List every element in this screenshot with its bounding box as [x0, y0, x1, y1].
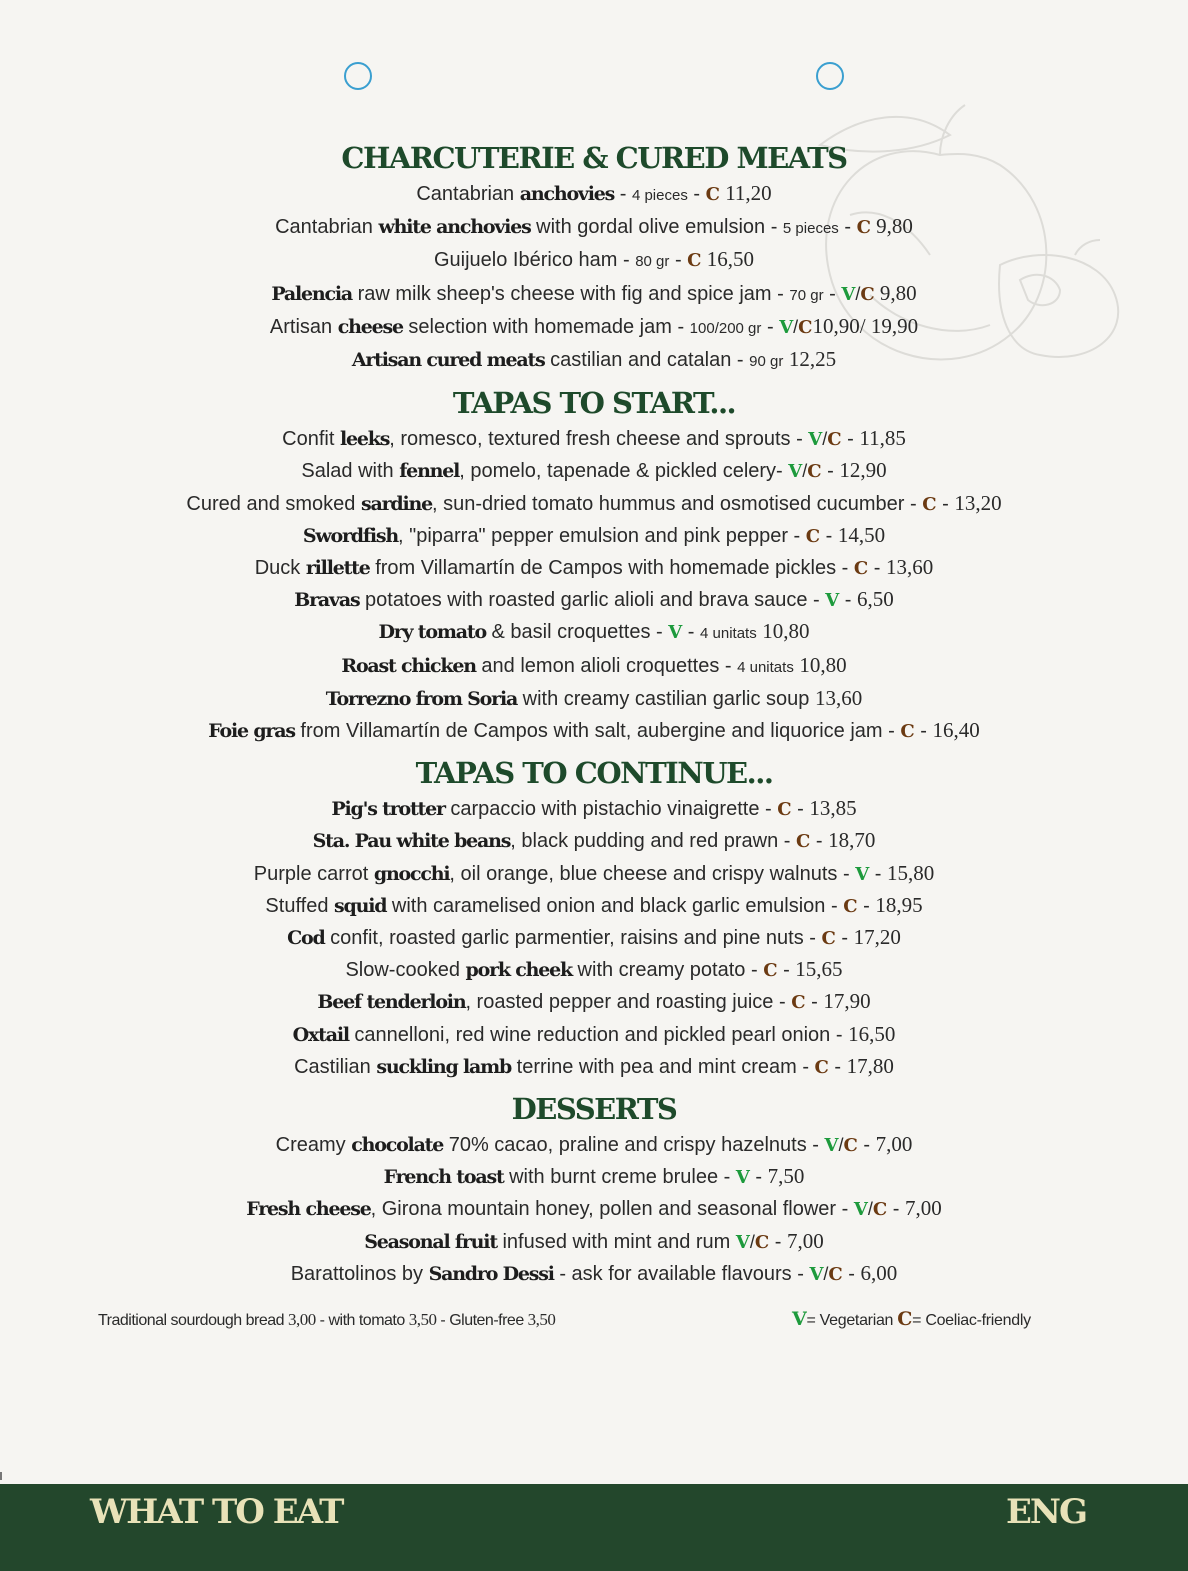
- item-quantity: 4 unitats: [737, 658, 794, 676]
- item-description: , black pudding and red prawn -: [510, 830, 796, 853]
- item-name: Seasonal fruit: [364, 1230, 497, 1253]
- menu-item: [0, 650, 1188, 683]
- menu-item: Cantabrian white anchovies with gordal olive emulsion - 5 pieces - C 9,80: [275, 214, 913, 239]
- section-title: DESSERTS: [511, 1092, 677, 1127]
- coeliac-label: = Coeliac-friendly: [912, 1312, 1031, 1329]
- item-text: Purple carrot: [253, 862, 374, 885]
- item-name: anchovies: [519, 183, 615, 205]
- item-description: , Girona mountain honey, pollen and seasonal flower -: [370, 1198, 854, 1221]
- item-text: Cured and smoked: [186, 492, 361, 515]
- coeliac-tag: C: [687, 250, 702, 272]
- item-name: Oxtail: [292, 1023, 349, 1046]
- menu-section: [0, 1089, 1188, 1290]
- item-quantity: 4 pieces: [631, 187, 688, 204]
- item-description: cannelloni, red wine reduction and pickled pearl onion -: [348, 1023, 849, 1046]
- menu-item: Foie gras from Villamartín de Campos with salt, aubergine and liquorice jam - C - 16,40: [208, 718, 980, 743]
- bread-glutenfree-price: 3,50: [527, 1310, 556, 1329]
- vegetarian-tag: V: [824, 1135, 839, 1157]
- item-description: - ask for available flavours -: [553, 1262, 810, 1285]
- item-price: 13,60: [814, 685, 863, 710]
- item-name: squid: [334, 894, 387, 917]
- item-description: with caramelised onion and black garlic emulsion -: [386, 894, 844, 917]
- coeliac-tag: C: [796, 831, 811, 853]
- menu-item: Confit leeks, romesco, textured fresh cheese and sprouts - V/C - 11,85: [282, 426, 906, 451]
- item-name: Dry tomato: [378, 621, 486, 644]
- item-price: 7,50: [767, 1164, 805, 1189]
- vegetarian-tag: V: [853, 1199, 868, 1221]
- menu-item: [0, 683, 1188, 715]
- item-text: Confit: [282, 428, 340, 451]
- item-name: Pig's trotter: [331, 798, 445, 821]
- item-quantity: 80 gr: [635, 253, 670, 271]
- menu-item: Seasonal fruit infused with mint and rum V/C - 7,00: [364, 1228, 824, 1253]
- vegetarian-label: = Vegetarian: [806, 1312, 898, 1329]
- item-price: 7,00: [875, 1132, 913, 1157]
- item-name: Torrezno from Soria: [325, 687, 518, 710]
- item-name: Cod: [287, 927, 325, 950]
- coeliac-tag: C: [763, 960, 778, 982]
- menu-item: Slow-cooked pork cheek with creamy potato - C - 15,65: [345, 957, 843, 982]
- menu-item: Castilian suckling lamb terrine with pea and mint cream - C - 17,80: [294, 1053, 894, 1078]
- item-quantity: 90 gr: [749, 353, 784, 371]
- menu-item: [0, 1019, 1188, 1051]
- item-price: 17,80: [846, 1053, 894, 1078]
- item-description: , roasted pepper and roasting juice -: [465, 991, 792, 1014]
- vegetarian-tag: V: [808, 429, 823, 451]
- item-name: fennel: [399, 460, 460, 483]
- menu-item: Dry tomato & basil croquettes - V - 4 unitats 10,80: [378, 619, 810, 644]
- coeliac-tag: C: [754, 1231, 770, 1253]
- item-price: 10,90/ 19,90: [812, 313, 919, 338]
- item-price: 13,20: [954, 490, 1002, 515]
- item-text: Slow-cooked: [345, 959, 466, 982]
- item-price: 15,80: [886, 860, 935, 885]
- item-text: Artisan: [269, 315, 338, 338]
- item-price: 9,80: [870, 214, 913, 239]
- item-name: rillette: [305, 557, 370, 580]
- item-price: 18,70: [828, 828, 876, 853]
- item-price: 17,20: [853, 925, 901, 950]
- item-name: French toast: [383, 1166, 504, 1189]
- item-name: pork cheek: [465, 959, 572, 982]
- vegetarian-tag: V: [788, 461, 803, 483]
- item-text: Cantabrian: [275, 216, 379, 239]
- vegetarian-tag: V: [735, 1231, 750, 1253]
- menu-item: Duck rillette from Villamartín de Campos with homemade pickles - C - 13,60: [254, 555, 934, 580]
- item-price: 10,80: [762, 619, 810, 644]
- item-text: Cantabrian: [416, 183, 520, 205]
- item-description: from Villamartín de Campos with homemade pickles -: [369, 557, 854, 580]
- item-name: Swordfish: [302, 524, 398, 547]
- item-name: leeks: [339, 428, 390, 451]
- bread-tomato-price: 3,50: [408, 1310, 437, 1329]
- item-description: from Villamartín de Campos with salt, aubergine and liquorice jam -: [294, 720, 901, 743]
- menu-item: Pig's trotter carpaccio with pistachio vinaigrette - C - 13,85: [331, 796, 857, 821]
- menu-item: Bravas potatoes with roasted garlic alioli and brava sauce - V - 6,50: [294, 587, 894, 612]
- item-name: Beef tenderloin: [317, 991, 466, 1014]
- item-text: Stuffed: [265, 894, 334, 917]
- bread-label: Traditional sourdough bread: [98, 1312, 288, 1329]
- vegetarian-symbol: V: [792, 1308, 807, 1330]
- item-text: Barattolinos by: [290, 1262, 429, 1285]
- menu-item: Cod confit, roasted garlic parmentier, raisins and pine nuts - C - 17,20: [287, 925, 901, 950]
- item-text: Duck: [254, 557, 306, 580]
- menu-item: Guijuelo Ibérico ham - 80 gr - C 16,50: [433, 247, 754, 272]
- coeliac-tag: C: [828, 1263, 843, 1285]
- menu-item: French toast with burnt creme brulee - V - 7,50: [383, 1164, 805, 1189]
- menu-item: Salad with fennel, pomelo, tapenade & pickled celery- V/C - 12,90: [301, 458, 887, 483]
- item-name: gnocchi: [373, 862, 450, 885]
- item-quantity: 70 gr: [789, 286, 824, 304]
- item-price: 17,90: [823, 989, 871, 1014]
- bread-price: 3,00: [287, 1310, 316, 1329]
- dietary-legend: [792, 1308, 1031, 1330]
- vegetarian-tag: V: [855, 863, 870, 885]
- item-description: with creamy castilian garlic soup: [517, 687, 815, 710]
- vegetarian-tag: V: [825, 590, 840, 612]
- item-quantity: 100/200 gr: [689, 319, 762, 337]
- item-price: 7,00: [786, 1228, 824, 1253]
- vegetarian-tag: V: [809, 1263, 824, 1285]
- coeliac-tag: C: [853, 558, 869, 580]
- item-price: 13,60: [886, 555, 934, 580]
- binder-hole-left: [344, 62, 372, 90]
- item-text: Castilian: [294, 1055, 377, 1078]
- item-description: castilian and catalan -: [544, 349, 750, 372]
- item-name: Artisan cured meats: [351, 349, 545, 372]
- coeliac-tag: C: [922, 493, 937, 515]
- item-text: Guijuelo Ibérico ham -: [433, 249, 636, 272]
- menu-item: Purple carrot gnocchi, oil orange, blue cheese and crispy walnuts - V - 15,80: [253, 860, 935, 885]
- item-name: Sta. Pau white beans: [312, 830, 511, 853]
- item-name: sardine: [360, 492, 432, 515]
- menu-item: Palencia raw milk sheep's cheese with fig and spice jam - 70 gr - V/C 9,80: [271, 280, 917, 305]
- menu-item: [0, 344, 1188, 377]
- coeliac-tag: C: [791, 992, 806, 1014]
- binder-hole-right: [816, 62, 844, 90]
- item-price: 16,50: [701, 247, 754, 272]
- coeliac-tag: C: [827, 429, 842, 451]
- coeliac-tag: C: [777, 799, 792, 821]
- item-description: carpaccio with pistachio vinaigrette -: [444, 798, 778, 821]
- item-price: 12,25: [788, 347, 837, 372]
- item-price: 12,90: [839, 458, 887, 483]
- item-description: , romesco, textured fresh cheese and sprouts -: [389, 428, 809, 451]
- coeliac-tag: C: [821, 928, 836, 950]
- menu-item: Cantabrian anchovies - 4 pieces - C 11,20: [416, 181, 772, 205]
- item-description: , oil orange, blue cheese and crispy walnuts -: [449, 862, 856, 885]
- vegetarian-tag: V: [841, 283, 856, 305]
- coeliac-tag: C: [705, 184, 720, 205]
- item-name: suckling lamb: [376, 1055, 512, 1078]
- item-price: 10,80: [799, 652, 847, 677]
- item-description: selection with homemade jam -: [402, 315, 690, 338]
- coeliac-tag: C: [856, 217, 871, 239]
- coeliac-tag: C: [798, 316, 813, 338]
- item-description: confit, roasted garlic parmentier, raisins and pine nuts -: [324, 927, 822, 950]
- item-price: 6,00: [860, 1260, 898, 1285]
- item-description: with burnt creme brulee -: [503, 1166, 736, 1189]
- item-description: , sun-dried tomato hummus and osmotised cucumber -: [432, 492, 923, 515]
- footer-bar: [0, 1484, 1188, 1571]
- item-price: 16,40: [932, 718, 980, 743]
- coeliac-tag: C: [860, 283, 875, 305]
- menu-section: [0, 383, 1188, 747]
- menu-content: [0, 138, 1188, 1296]
- coeliac-tag: C: [900, 721, 915, 743]
- item-price: 13,85: [809, 796, 857, 821]
- page-edge-mark: [0, 1472, 2, 1480]
- item-name: Foie gras: [208, 720, 295, 743]
- item-description: , "piparra" pepper emulsion and pink pepper -: [398, 524, 806, 547]
- item-description: infused with mint and rum: [496, 1230, 736, 1253]
- item-name: cheese: [337, 315, 403, 338]
- item-description: & basil croquettes -: [485, 621, 669, 644]
- section-title: TAPAS TO CONTINUE...: [415, 756, 773, 791]
- coeliac-tag: C: [843, 1135, 858, 1157]
- coeliac-tag: C: [805, 525, 821, 547]
- item-description: with gordal olive emulsion -: [530, 216, 783, 239]
- menu-item: Stuffed squid with caramelised onion and black garlic emulsion - C - 18,95: [265, 892, 923, 917]
- footer-title: WHAT TO EAT: [90, 1492, 343, 1532]
- item-price: 11,20: [719, 181, 772, 205]
- item-description: terrine with pea and mint cream -: [511, 1055, 815, 1078]
- bread-glutenfree-label: - Gluten-free: [436, 1312, 528, 1329]
- item-description: and lemon alioli croquettes -: [475, 654, 738, 677]
- menu-item: Barattolinos by Sandro Dessi - ask for available flavours - V/C - 6,00: [290, 1260, 898, 1285]
- item-price: 9,80: [874, 280, 917, 305]
- item-quantity: 5 pieces: [782, 220, 839, 238]
- coeliac-tag: C: [843, 895, 858, 917]
- item-text: Salad with: [301, 460, 400, 483]
- section-title: TAPAS TO START...: [452, 386, 736, 421]
- item-text: Creamy: [275, 1134, 352, 1157]
- menu-item: Artisan cheese selection with homemade jam - 100/200 gr - V/C10,90/ 19,90: [269, 313, 919, 338]
- item-description: potatoes with roasted garlic alioli and brava sauce -: [359, 589, 826, 612]
- item-price: 18,95: [875, 892, 923, 917]
- menu-section: [0, 138, 1188, 377]
- item-name: Palencia: [271, 282, 353, 305]
- menu-item: Sta. Pau white beans, black pudding and red prawn - C - 18,70: [312, 828, 876, 853]
- item-quantity: 4 unitats: [700, 625, 757, 643]
- bread-tomato-label: - with tomato: [315, 1312, 409, 1329]
- vegetarian-tag: V: [735, 1167, 750, 1189]
- item-name: chocolate: [351, 1134, 444, 1157]
- menu-item: Fresh cheese, Girona mountain honey, pollen and seasonal flower - V/C - 7,00: [246, 1196, 942, 1221]
- vegetarian-tag: V: [668, 622, 683, 644]
- bread-note: [98, 1310, 555, 1330]
- menu-item: Swordfish, "piparra" pepper emulsion and pink pepper - C - 14,50: [302, 522, 886, 547]
- menu-item: Beef tenderloin, roasted pepper and roasting juice - C - 17,90: [317, 989, 871, 1014]
- item-name: white anchovies: [378, 216, 531, 239]
- item-price: 11,85: [859, 426, 906, 451]
- item-name: Fresh cheese: [246, 1198, 371, 1221]
- coeliac-tag: C: [807, 461, 822, 483]
- item-price: 15,65: [795, 957, 843, 982]
- section-title: CHARCUTERIE & CURED MEATS: [341, 141, 847, 175]
- item-description: -: [614, 183, 632, 205]
- item-price: 14,50: [837, 522, 886, 547]
- item-description: 70% cacao, praline and crispy hazelnuts -: [443, 1134, 825, 1157]
- item-name: Sandro Dessi: [428, 1262, 554, 1285]
- item-price: 6,50: [857, 587, 894, 612]
- coeliac-symbol: C: [897, 1308, 913, 1330]
- item-price: 7,00: [904, 1196, 942, 1221]
- item-description: raw milk sheep's cheese with fig and spice jam -: [352, 282, 790, 305]
- item-name: Bravas: [294, 589, 360, 612]
- coeliac-tag: C: [814, 1056, 829, 1078]
- item-description: , pomelo, tapenade & pickled celery-: [459, 460, 789, 483]
- item-description: with creamy potato -: [572, 959, 764, 982]
- coeliac-tag: C: [872, 1199, 888, 1221]
- item-price: 16,50: [848, 1021, 896, 1046]
- vegetarian-tag: V: [779, 316, 794, 338]
- language-label: ENG: [1005, 1492, 1086, 1532]
- item-name: Roast chicken: [341, 654, 476, 677]
- menu-section: [0, 753, 1188, 1083]
- menu-item: Creamy chocolate 70% cacao, praline and crispy hazelnuts - V/C - 7,00: [275, 1132, 913, 1157]
- menu-item: Cured and smoked sardine, sun-dried tomato hummus and osmotised cucumber - C - 13,20: [186, 490, 1002, 515]
